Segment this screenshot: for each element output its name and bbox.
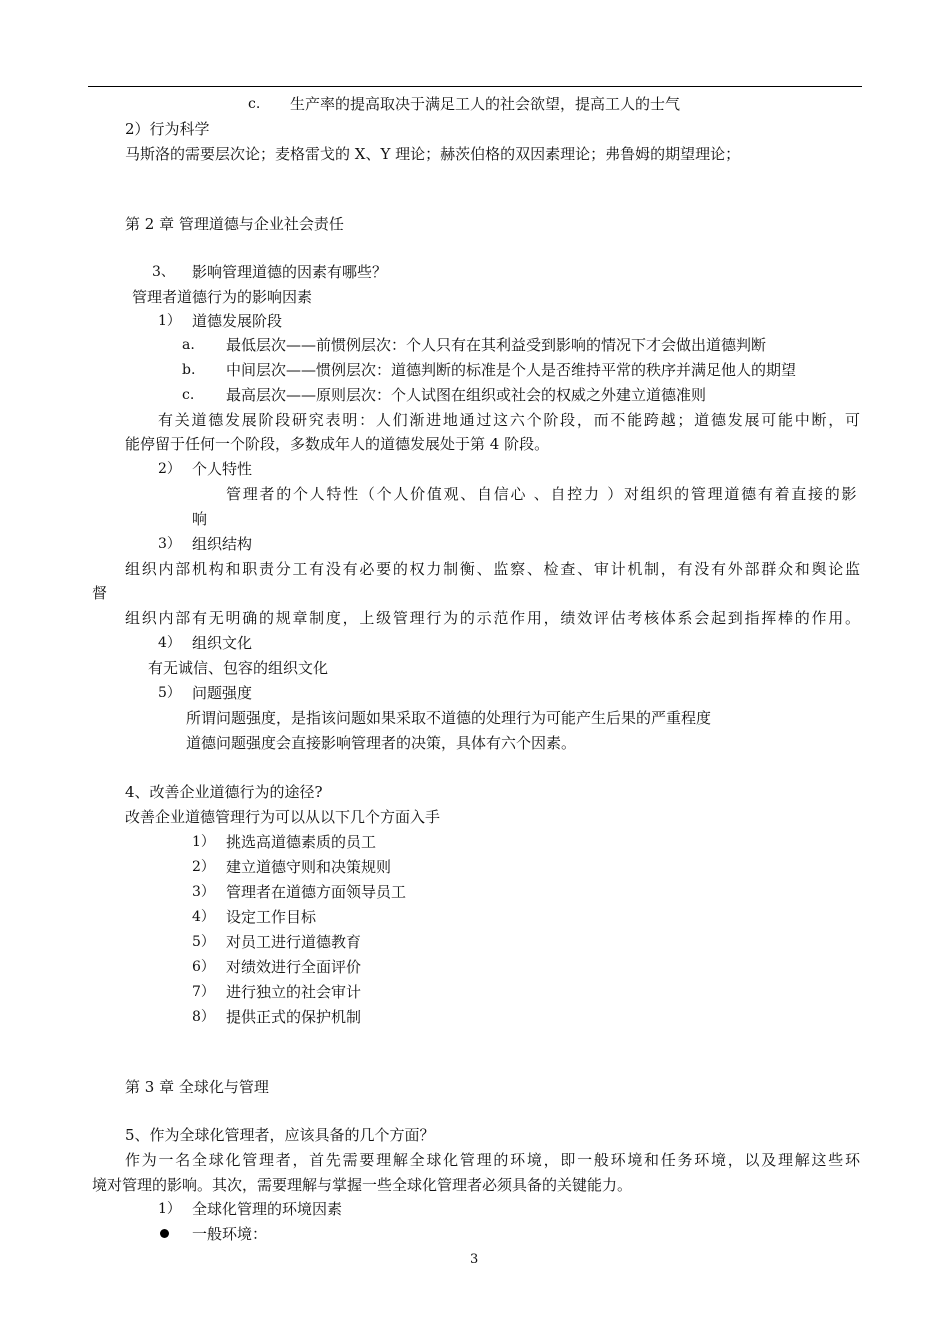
method-2-label: 建立道德守则和决策规则	[226, 858, 392, 876]
level-c-text: 最高层次——原则层次：个人试图在组织或社会的权威之外建立道德准则	[226, 386, 707, 404]
factor-2-label: 个人特性	[192, 460, 253, 478]
general-environment-label: 一般环境：	[192, 1225, 268, 1243]
structure-line-3: 组织内部有无明确的规章制度，上级管理行为的示范作用，绩效评估考核体系会起到指挥棒的作用。	[125, 609, 862, 627]
factor-1-label: 道德发展阶段	[192, 312, 283, 330]
method-1-number: 1）	[192, 834, 215, 850]
method-7-label: 进行独立的社会审计	[226, 983, 362, 1001]
question-4-intro: 改善企业道德管理行为可以从以下几个方面入手	[125, 808, 441, 826]
factor-2-number: 2）	[158, 461, 181, 477]
global-paragraph-line-1: 作为一名全球化管理者，首先需要理解全球化管理的环境，即一般环境和任务环境，以及理解这些环	[125, 1151, 862, 1169]
global-item-1-label: 全球化管理的环境因素	[192, 1200, 343, 1218]
personal-traits-line-1: 管理者的个人特性（个人价值观、自信心 、自控力 ）对组织的管理道德有着直接的影	[226, 485, 859, 503]
method-4-label: 设定工作目标	[226, 908, 317, 926]
method-3-number: 3）	[192, 884, 215, 900]
method-8-label: 提供正式的保护机制	[226, 1008, 362, 1026]
structure-line-2: 督	[92, 584, 108, 602]
question-3-text: 影响管理道德的因素有哪些？	[192, 263, 388, 281]
global-paragraph-line-2: 境对管理的影响。其次，需要理解与掌握一些全球化管理者必须具备的关键能力。	[92, 1176, 633, 1194]
page-number: 3	[470, 1252, 479, 1267]
intensity-line-2: 道德问题强度会直接影响管理者的决策，具体有六个因素。	[186, 734, 577, 752]
point-c-text: 生产率的提高取决于满足工人的社会欲望，提高工人的士气	[290, 95, 681, 113]
stage-note-line-2: 能停留于任何一个阶段，多数成年人的道德发展处于第 4 阶段。	[125, 435, 550, 453]
method-3-label: 管理者在道德方面领导员工	[226, 883, 407, 901]
structure-line-1: 组织内部机构和职责分工有没有必要的权力制衡、监察、检查、审计机制，有没有外部群众和舆论监	[125, 560, 862, 578]
global-item-1-number: 1）	[158, 1201, 181, 1217]
factor-1-number: 1）	[158, 313, 181, 329]
question-5-title: 5、作为全球化管理者，应该具备的几个方面？	[125, 1126, 435, 1144]
factor-3-number: 3）	[158, 536, 181, 552]
theories-line: 马斯洛的需要层次论；麦格雷戈的 X、Y 理论；赫茨伯格的双因素理论；弗鲁姆的期望理论；	[125, 145, 741, 163]
method-6-label: 对绩效进行全面评价	[226, 958, 362, 976]
method-5-number: 5）	[192, 934, 215, 950]
method-8-number: 8）	[192, 1009, 215, 1025]
factor-4-label: 组织文化	[192, 634, 253, 652]
bullet-dot-icon	[160, 1229, 169, 1238]
level-c-marker: c.	[182, 387, 195, 403]
method-6-number: 6）	[192, 959, 215, 975]
intensity-line-1: 所谓问题强度，是指该问题如果采取不道德的处理行为可能产生后果的严重程度	[186, 709, 712, 727]
factors-intro: 管理者道德行为的影响因素	[132, 288, 313, 306]
level-b-marker: b.	[182, 362, 196, 378]
section-heading-behavioral-science: 2）行为科学	[125, 120, 210, 138]
factor-5-label: 问题强度	[192, 684, 253, 702]
level-a-marker: a.	[182, 337, 195, 353]
question-3-number: 3、	[152, 264, 175, 280]
question-4-title: 4、改善企业道德行为的途径?	[125, 783, 323, 801]
factor-4-number: 4）	[158, 635, 181, 651]
chapter-2-title: 第 2 章 管理道德与企业社会责任	[125, 215, 344, 233]
method-5-label: 对员工进行道德教育	[226, 933, 362, 951]
method-4-number: 4）	[192, 909, 215, 925]
header-rule	[88, 86, 862, 87]
level-a-text: 最低层次——前惯例层次：个人只有在其利益受到影响的情况下才会做出道德判断	[226, 336, 767, 354]
factor-5-number: 5）	[158, 685, 181, 701]
factor-3-label: 组织结构	[192, 535, 253, 553]
personal-traits-line-2: 响	[192, 510, 208, 528]
culture-text: 有无诚信、包容的组织文化	[148, 659, 329, 677]
chapter-3-title: 第 3 章 全球化与管理	[125, 1078, 269, 1096]
method-7-number: 7）	[192, 984, 215, 1000]
stage-note-line-1: 有关道德发展阶段研究表明：人们渐进地通过这六个阶段，而不能跨越；道德发展可能中断，可	[158, 411, 862, 429]
list-marker-c: c.	[248, 96, 261, 112]
method-1-label: 挑选高道德素质的员工	[226, 833, 377, 851]
method-2-number: 2）	[192, 859, 215, 875]
level-b-text: 中间层次——惯例层次：道德判断的标准是个人是否维持平常的秩序并满足他人的期望	[226, 361, 797, 379]
